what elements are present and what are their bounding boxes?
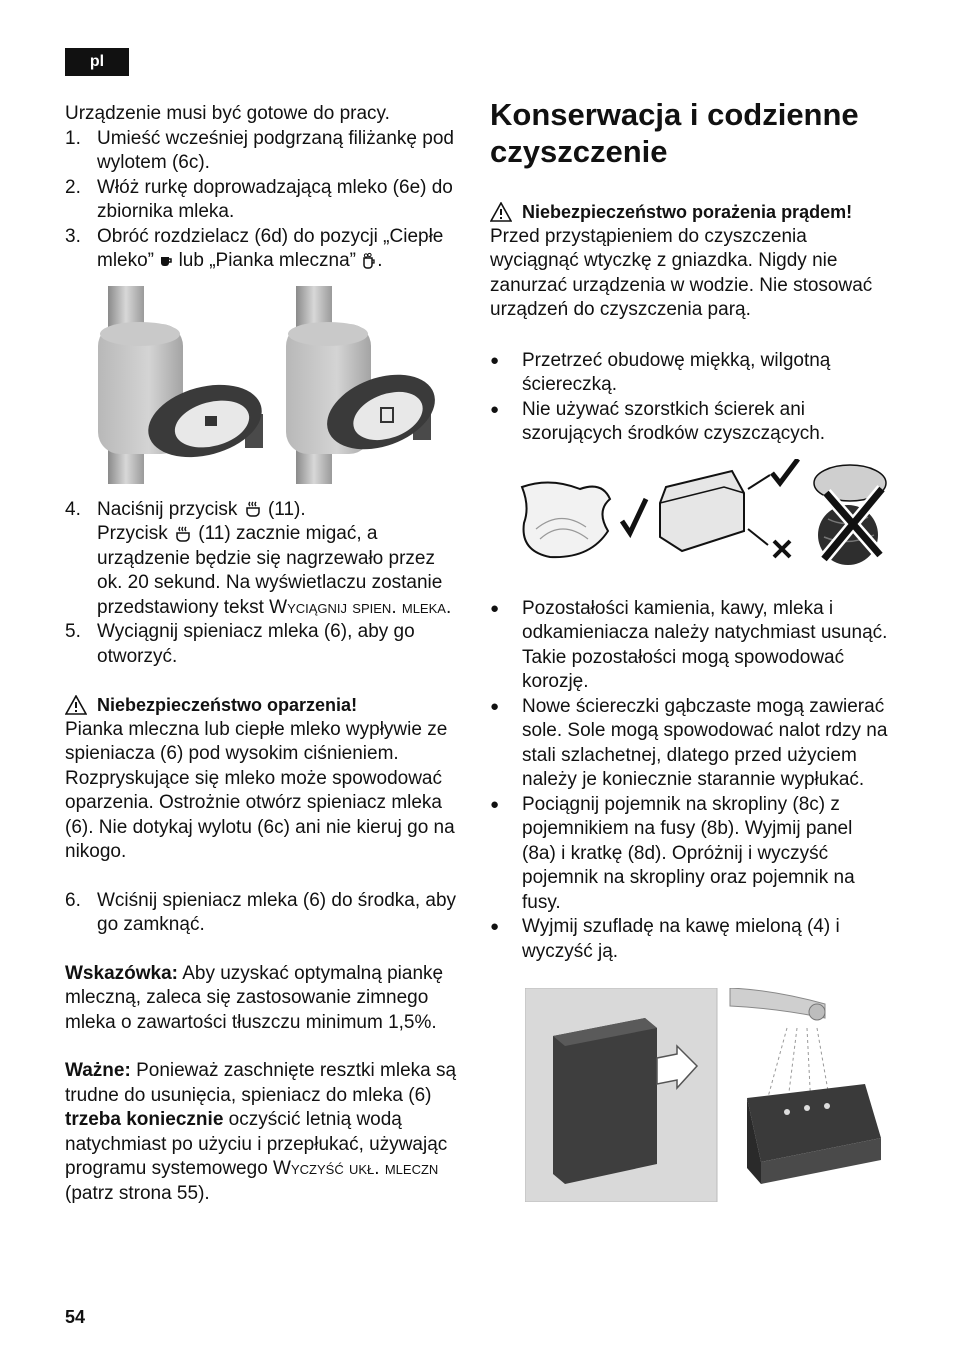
shock-warning-title: Niebezpieczeństwo porażenia prądem!: [490, 200, 890, 225]
tip-paragraph: Wskazówka: Aby uzyskać optymalną piankę mleczną, zaleca się zastosowanie zimnego mleka o zawartości tłuszczu minimum 1,5%.: [65, 962, 444, 1033]
bullet-item: ● Przetrzeć obudowę miękką, wilgotną ściereczką.: [490, 349, 831, 395]
cleaning-materials-illustration: [490, 459, 890, 571]
step-6: 6. Wciśnij spieniacz mleka (6) do środka, aby go zamknąć.: [65, 889, 457, 935]
cleaning-materials-drawing: [490, 459, 890, 571]
intro-text: Urządzenie musi być gotowe do pracy.: [65, 103, 390, 124]
important-paragraph: Ważne: Ponieważ zaschnięte resztki mleka są trudne do usunięcia, spieniacz do mleka (6) trzeba koniecznie oczyścić letnią wodą natychmiast po użyciu i przepłukać, używając programu systemowego Wyczyść ukł. mleczn (patrz strona 55).: [65, 1060, 457, 1204]
warning-icon: [490, 202, 512, 222]
bullet-item: ● Nie używać szorstkich ścierek ani szorujących środków czyszczących.: [490, 398, 826, 444]
bullet-item: ● Pozostałości kamienia, kawy, mleka i odkamieniacza należy natychmiast usunąć. Takie pozostałości mogą spowodować korozję.: [490, 597, 888, 692]
section-title: Konserwacja i codzienne czyszczenie: [490, 97, 859, 169]
warning-icon: [65, 695, 87, 715]
shock-warning-text: Przed przystąpieniem do czyszczenia wyciągnąć wtyczkę z gniazdka. Nigdy nie zanurzać urządzenia w wodzie. Nie stosować urządzeń do czyszczenia parą.: [490, 225, 873, 320]
burn-warning-title: Niebezpieczeństwo oparzenia!: [65, 693, 465, 718]
page-number: 54: [65, 1307, 86, 1327]
step-2: 2. Włóż rurkę doprowadzającą mleko (6e) do zbiornika mleka.: [65, 176, 453, 222]
language-tab: pl: [65, 48, 129, 76]
milk-button-icon: [173, 525, 193, 543]
bullet-item: ● Pociągnij pojemnik na skropliny (8c) z pojemnikiem na fusy (8b). Wyjmij panel (8a) i kratkę (8d). Opróżnij i wyczyść pojemnik na skropliny oraz pojemnik na fusy.: [490, 793, 855, 913]
bullet-item: ● Wyjmij szufladę na kawę mieloną (4) i wyczyść ją.: [490, 916, 840, 962]
distributor-drawing: [65, 286, 435, 484]
left-column: [65, 102, 465, 1206]
milk-button-icon: [243, 500, 263, 518]
drawer-cleaning-drawing: [525, 988, 887, 1202]
right-column: [490, 96, 890, 1202]
drawer-cleaning-illustration: [525, 988, 890, 1202]
bullet-item: ● Nowe ściereczki gąbczaste mogą zawierać sole. Sole mogą spowodować nalot rdzy na stali szlachetnej, dlatego przed użyciem należy je koniecznie starannie wypłukać.: [490, 695, 888, 790]
burn-warning-text: Pianka mleczna lub ciepłe mleko wypływie ze spieniacza (6) pod wysokim ciśnieniem. Rozpryskujące się mleko może spowodować oparzenia. Ostrożnie otwórz spieniacz mleka (6). Nie dotykaj wylotu (6c) ani nie kieruj go na nikogo.: [65, 718, 455, 862]
warm-milk-icon: [159, 254, 173, 268]
step-3: 3. Obróć rozdzielacz (6d) do pozycji „Ciepłe mleko” lub „Pianka mleczna” .: [65, 225, 444, 271]
step-4: 4. Naciśnij przycisk (11). Przycisk (11) zacznie migać, a urządzenie będzie się nagrzewało przez ok. 20 sekund. Na wyświetlaczu zostanie przedstawiony tekst Wyciągnij spien. mleka.: [65, 498, 452, 618]
distributor-illustration: [65, 286, 465, 484]
step-1: 1. Umieść wcześniej podgrzaną filiżankę pod wylotem (6c).: [65, 127, 454, 173]
step-5: 5. Wyciągnij spieniacz mleka (6), aby go otworzyć.: [65, 621, 415, 667]
milk-foam-icon: [361, 252, 377, 270]
